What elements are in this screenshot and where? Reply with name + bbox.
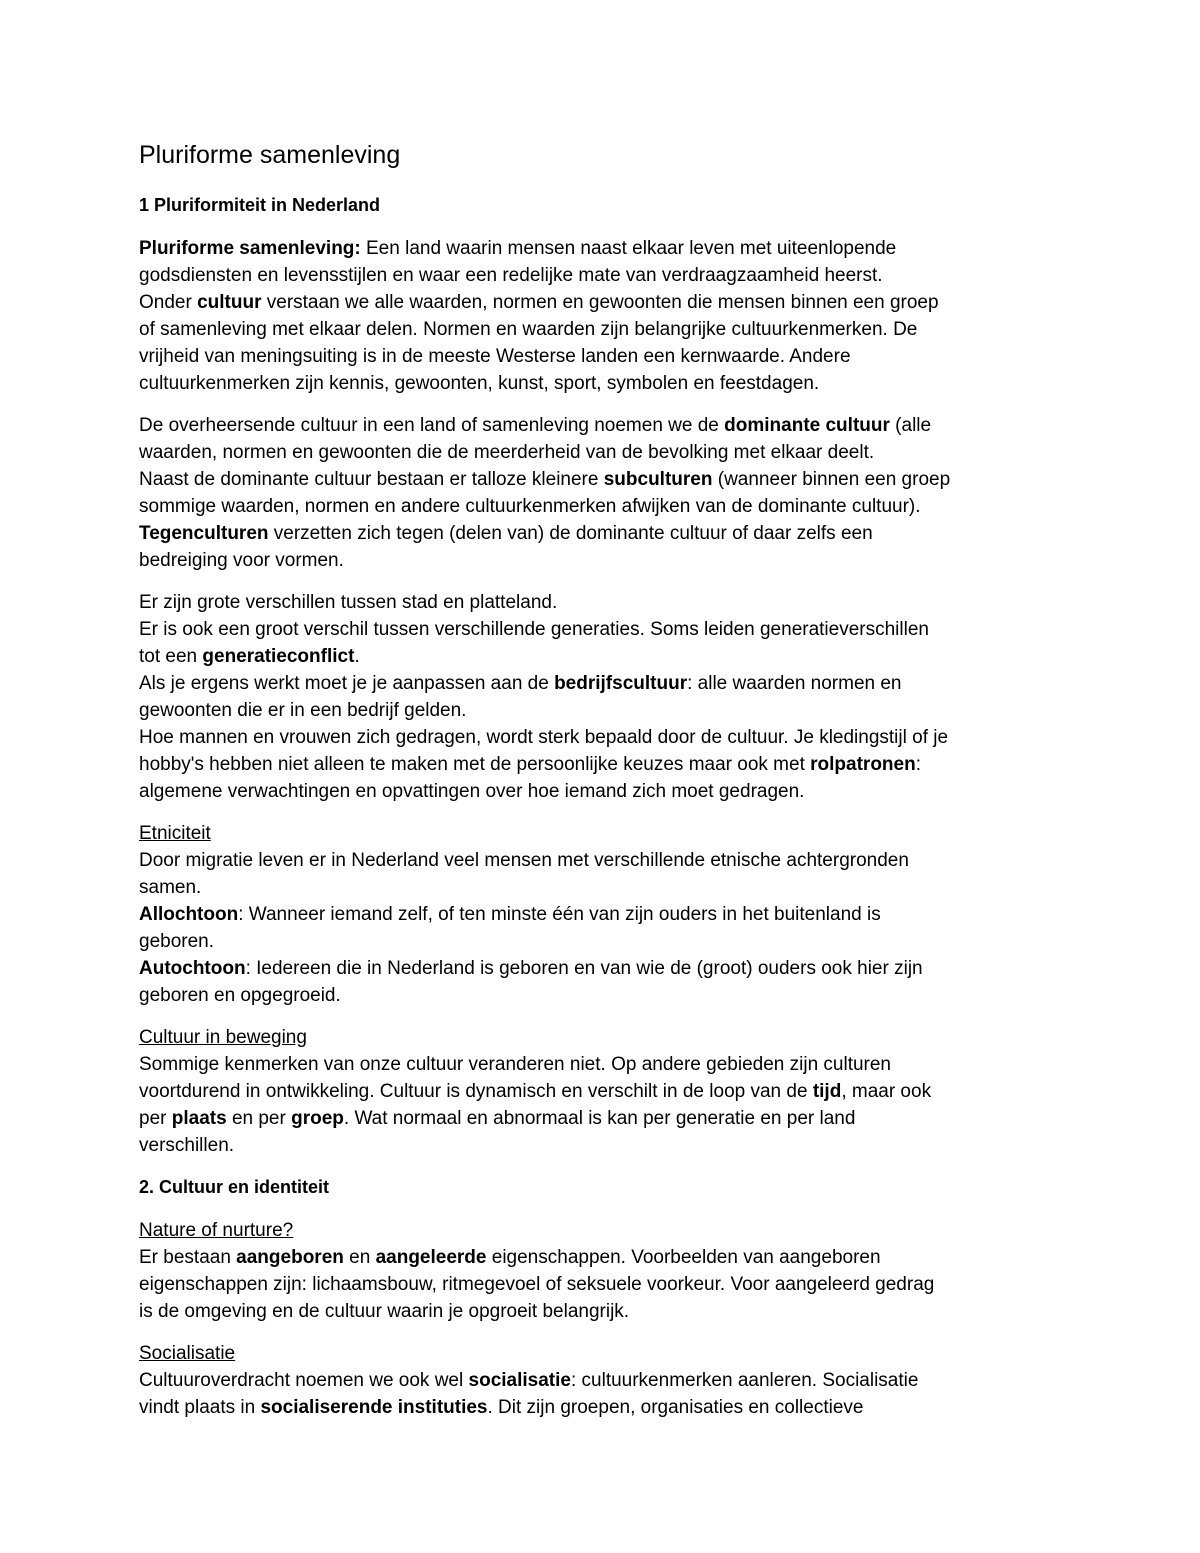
paragraph-cultuur-in-beweging bbox=[139, 1024, 1069, 1159]
term-aangeleerde: aangeleerde bbox=[375, 1247, 487, 1268]
paragraph-socialisatie bbox=[139, 1340, 1069, 1421]
text-line: bedreiging voor vormen. bbox=[139, 550, 344, 571]
text-line bbox=[139, 670, 1069, 697]
text-line bbox=[139, 235, 1069, 262]
text-line: algemene verwachtingen en opvattingen over hoe iemand zich moet gedragen. bbox=[139, 781, 805, 802]
text-line: geboren. bbox=[139, 931, 215, 952]
section-heading-cultuur-en-identiteit: 2. Cultuur en identiteit bbox=[139, 1177, 330, 1197]
term-groep: groep bbox=[291, 1108, 344, 1129]
text-line bbox=[139, 412, 1069, 439]
text-span: eigenschappen. Voorbeelden van aangeboren bbox=[486, 1247, 881, 1268]
term-rolpatronen: rolpatronen bbox=[810, 754, 916, 775]
text-span: : Iedereen die in Nederland is geboren en van wie de (groot) ouders ook hier zijn bbox=[245, 958, 923, 979]
text-line: godsdiensten en levensstijlen en waar een redelijke mate van verdraagzaamheid heerst. bbox=[139, 265, 883, 286]
text-line bbox=[139, 1394, 1069, 1421]
section-heading-pluriformiteit: 1 Pluriformiteit in Nederland bbox=[139, 195, 381, 215]
text-span: voortdurend in ontwikkeling. Cultuur is dynamisch en verschilt in de loop van de bbox=[139, 1081, 813, 1102]
subheading-socialisatie: Socialisatie bbox=[139, 1343, 236, 1364]
term-aangeboren: aangeboren bbox=[236, 1247, 344, 1268]
term-pluriforme-samenleving: Pluriforme samenleving: bbox=[139, 238, 361, 259]
text-line bbox=[139, 1078, 1069, 1105]
text-line bbox=[139, 289, 1069, 316]
text-line: verschillen. bbox=[139, 1135, 235, 1156]
text-span: . bbox=[354, 646, 360, 667]
text-line: samen. bbox=[139, 877, 202, 898]
text-span: Een land waarin mensen naast elkaar leven met uiteenlopende bbox=[360, 238, 897, 259]
text-span: (wanneer binnen een groep bbox=[712, 469, 951, 490]
text-line: cultuurkenmerken zijn kennis, gewoonten, kunst, sport, symbolen en feestdagen. bbox=[139, 373, 820, 394]
term-socialiserende-instituties: socialiserende instituties bbox=[260, 1397, 488, 1418]
text-span: : Wanneer iemand zelf, of ten minste één van zijn ouders in het buitenland is bbox=[238, 904, 881, 925]
text-span: Cultuuroverdracht noemen we ook wel bbox=[139, 1370, 469, 1391]
text-line bbox=[139, 1105, 1069, 1132]
text-line: sommige waarden, normen en andere cultuurkenmerken afwijken van de dominante cultuur). bbox=[139, 496, 921, 517]
text-line: Sommige kenmerken van onze cultuur veranderen niet. Op andere gebieden zijn culturen bbox=[139, 1054, 892, 1075]
text-line: geboren en opgegroeid. bbox=[139, 985, 341, 1006]
term-tijd: tijd bbox=[812, 1081, 842, 1102]
term-cultuur: cultuur bbox=[197, 292, 262, 313]
text-span: tot een bbox=[139, 646, 203, 667]
text-span: Naast de dominante cultuur bestaan er talloze kleinere bbox=[139, 469, 604, 490]
text-line: Door migratie leven er in Nederland veel mensen met verschillende etnische achtergronden bbox=[139, 850, 909, 871]
text-line bbox=[139, 520, 1069, 547]
document-title: Pluriforme samenleving bbox=[139, 141, 401, 169]
term-tegenculturen: Tegenculturen bbox=[139, 523, 269, 544]
subheading-etniciteit: Etniciteit bbox=[139, 823, 211, 844]
term-allochtoon: Allochtoon bbox=[139, 904, 239, 925]
text-span: De overheersende cultuur in een land of samenleving noemen we de bbox=[139, 415, 725, 436]
text-line: Er zijn grote verschillen tussen stad en platteland. bbox=[139, 592, 558, 613]
term-generatieconflict: generatieconflict bbox=[202, 646, 355, 667]
text-line: vrijheid van meningsuiting is in de meeste Westerse landen een kernwaarde. Andere bbox=[139, 346, 851, 367]
text-span: . Wat normaal en abnormaal is kan per generatie en per land bbox=[343, 1108, 856, 1129]
paragraph-dominante-cultuur bbox=[139, 412, 1069, 574]
paragraph-pluriforme-samenleving bbox=[139, 235, 1069, 397]
text-line: eigenschappen zijn: lichaamsbouw, ritmegevoel of seksuele voorkeur. Voor aangeleerd gedrag bbox=[139, 1274, 935, 1295]
text-line bbox=[139, 1244, 1069, 1271]
term-autochtoon: Autochtoon bbox=[139, 958, 246, 979]
text-span: , maar ook bbox=[841, 1081, 932, 1102]
subheading-cultuur-in-beweging: Cultuur in beweging bbox=[139, 1027, 307, 1048]
text-line: is de omgeving en de cultuur waarin je opgroeit belangrijk. bbox=[139, 1301, 630, 1322]
text-span: Er bestaan bbox=[139, 1247, 237, 1268]
text-line: Hoe mannen en vrouwen zich gedragen, wordt sterk bepaald door de cultuur. Je kledingstijl of je bbox=[139, 727, 949, 748]
text-span: en per bbox=[226, 1108, 292, 1129]
text-span: Als je ergens werkt moet je je aanpassen aan de bbox=[139, 673, 555, 694]
text-line: gewoonten die er in een bedrijf gelden. bbox=[139, 700, 467, 721]
text-span: : alle waarden normen en bbox=[687, 673, 902, 694]
text-span: (alle bbox=[889, 415, 932, 436]
text-span: vindt plaats in bbox=[139, 1397, 261, 1418]
subheading-nature-of-nurture: Nature of nurture? bbox=[139, 1220, 294, 1241]
text-span: per bbox=[139, 1108, 172, 1129]
text-span: hobby's hebben niet alleen te maken met de persoonlijke keuzes maar ook met bbox=[139, 754, 811, 775]
text-line: of samenleving met elkaar delen. Normen en waarden zijn belangrijke cultuurkenmerken. De bbox=[139, 319, 918, 340]
term-subculturen: subculturen bbox=[603, 469, 713, 490]
term-socialisatie: socialisatie bbox=[468, 1370, 571, 1391]
text-line: waarden, normen en gewoonten die de meerderheid van de bevolking met elkaar deelt. bbox=[139, 442, 875, 463]
text-span: Onder bbox=[139, 292, 198, 313]
text-span: . Dit zijn groepen, organisaties en collectieve bbox=[487, 1397, 864, 1418]
text-line bbox=[139, 466, 1069, 493]
text-line: Er is ook een groot verschil tussen verschillende generaties. Soms leiden generatieverschillen bbox=[139, 619, 929, 640]
paragraph-nature-of-nurture bbox=[139, 1217, 1069, 1325]
text-line bbox=[139, 751, 1069, 778]
term-dominante-cultuur: dominante cultuur bbox=[724, 415, 890, 436]
term-plaats: plaats bbox=[171, 1108, 227, 1129]
paragraph-etniciteit bbox=[139, 820, 1069, 1009]
term-bedrijfscultuur: bedrijfscultuur bbox=[554, 673, 688, 694]
text-line bbox=[139, 1367, 1069, 1394]
text-span: verzetten zich tegen (delen van) de dominante cultuur of daar zelfs een bbox=[268, 523, 873, 544]
text-span: : cultuurkenmerken aanleren. Socialisatie bbox=[570, 1370, 919, 1391]
text-span: verstaan we alle waarden, normen en gewoonten die mensen binnen een groep bbox=[261, 292, 939, 313]
text-line bbox=[139, 955, 1069, 982]
text-line bbox=[139, 901, 1069, 928]
text-line bbox=[139, 643, 1069, 670]
document-page bbox=[139, 138, 1069, 1436]
paragraph-verschillen bbox=[139, 589, 1069, 805]
text-span: en bbox=[343, 1247, 376, 1268]
text-span: : bbox=[915, 754, 921, 775]
